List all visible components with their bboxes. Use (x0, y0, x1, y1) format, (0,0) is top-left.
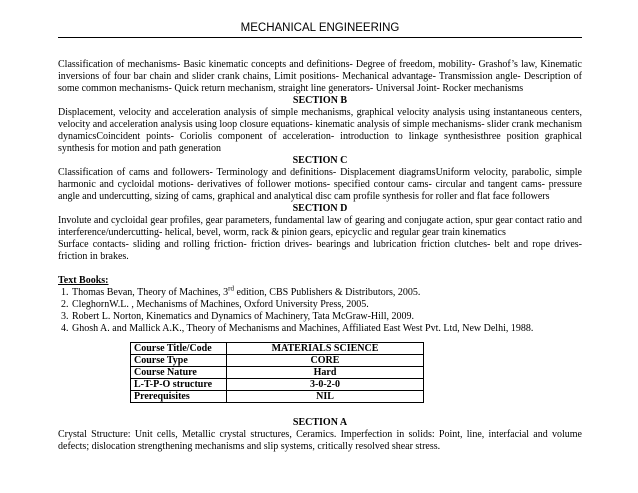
section-a-paragraph: Classification of mechanisms- Basic kinematic concepts and definitions- Degree of freedom, mobility- Grashof’s law, Kinematic inversions of four bar chain and slider crank chains, Limit positions- Mechanical advantage- Transmission angle- Description of some common mechanisms- Quick return mechanism, straight line generators- Universal Joint- Rocker mechanisms (58, 59, 582, 94)
table-row (131, 343, 424, 355)
table-row (131, 355, 424, 367)
table-label-cell: Course Title/Code (131, 343, 227, 355)
table-value-cell: MATERIALS SCIENCE (227, 343, 424, 355)
section-d-paragraph-2: Surface contacts- sliding and rolling friction- friction drives- bearings and lubrication friction clutches- belt and rope drives- friction in brakes. (58, 239, 582, 262)
section-b-paragraph: Displacement, velocity and acceleration analysis of simple mechanisms, graphical velocity analysis using instantaneous centers, velocity and acceleration analysis using loop closure equations- kinematic analysis of simple mechanisms- slider crank mechanism dynamicsCoincident points- Coriolis component of acceleration- introduction to linkage synthesisthree position graphical synthesis for motion and path generation (58, 107, 583, 154)
materials-section-a-paragraph: Crystal Structure: Unit cells, Metallic crystal structures, Ceramics. Imperfection in solids: Point, line, interfacial and volume defects; dislocation strengthening mechanisms and slip systems, critically resolved shear stress. (58, 429, 582, 452)
textbooks-list (58, 284, 582, 335)
course-info-table (130, 342, 424, 403)
textbook-item: 4. Ghosh A. and Mallick A.K., Theory of Mechanisms and Machines, Affiliated East West Pvt. Ltd, New Delhi, 1988. (71, 323, 582, 335)
table-row (131, 391, 424, 403)
section-c-heading: SECTION C (292, 155, 348, 166)
page-content (58, 59, 582, 453)
textbook-item: 2. CleghornW.L. , Mechanisms of Machines, Oxford University Press, 2005. (71, 299, 582, 311)
materials-section-a-heading: SECTION A (292, 417, 348, 428)
page-header: MECHANICAL ENGINEERING (58, 20, 582, 38)
table-value-cell: NIL (227, 391, 424, 403)
textbook-item: 1. Thomas Bevan, Theory of Machines, 3rd edition, CBS Publishers & Distributors, 2005. (71, 287, 582, 299)
table-label-cell: Course Type (131, 355, 227, 367)
table-value-cell: CORE (227, 355, 424, 367)
textbook-item: 3. Robert L. Norton, Kinematics and Dynamics of Machinery, Tata McGraw-Hill, 2009. (71, 311, 582, 323)
section-d-paragraph-1: Involute and cycloidal gear profiles, gear parameters, fundamental law of gearing and conjugate action, spur gear contact ratio and interference/undercutting- helical, bevel, worm, rack & pinion gears, epicyclic and regular gear train kinematics (58, 215, 582, 238)
table-label-cell: L-T-P-O structure (131, 379, 227, 391)
table-label-cell: Course Nature (131, 367, 227, 379)
table-label-cell: Prerequisites (131, 391, 227, 403)
table-row (131, 367, 424, 379)
section-b-heading: SECTION B (292, 95, 348, 106)
section-c-paragraph: Classification of cams and followers- Terminology and definitions- Displacement diagramsUniform velocity, parabolic, simple harmonic and cycloidal motions- derivatives of follower motions- specified contour cams- circular and tangent cams- pressure angle and undercutting, sizing of cams, graphical and analytical disc cam profile synthesis for roller and flat face followers (58, 167, 582, 202)
table-value-cell: 3-0-2-0 (227, 379, 424, 391)
table-value-cell: Hard (227, 367, 424, 379)
section-d-heading: SECTION D (292, 203, 348, 214)
table-row (131, 379, 424, 391)
textbooks-heading: Text Books: (58, 275, 109, 286)
